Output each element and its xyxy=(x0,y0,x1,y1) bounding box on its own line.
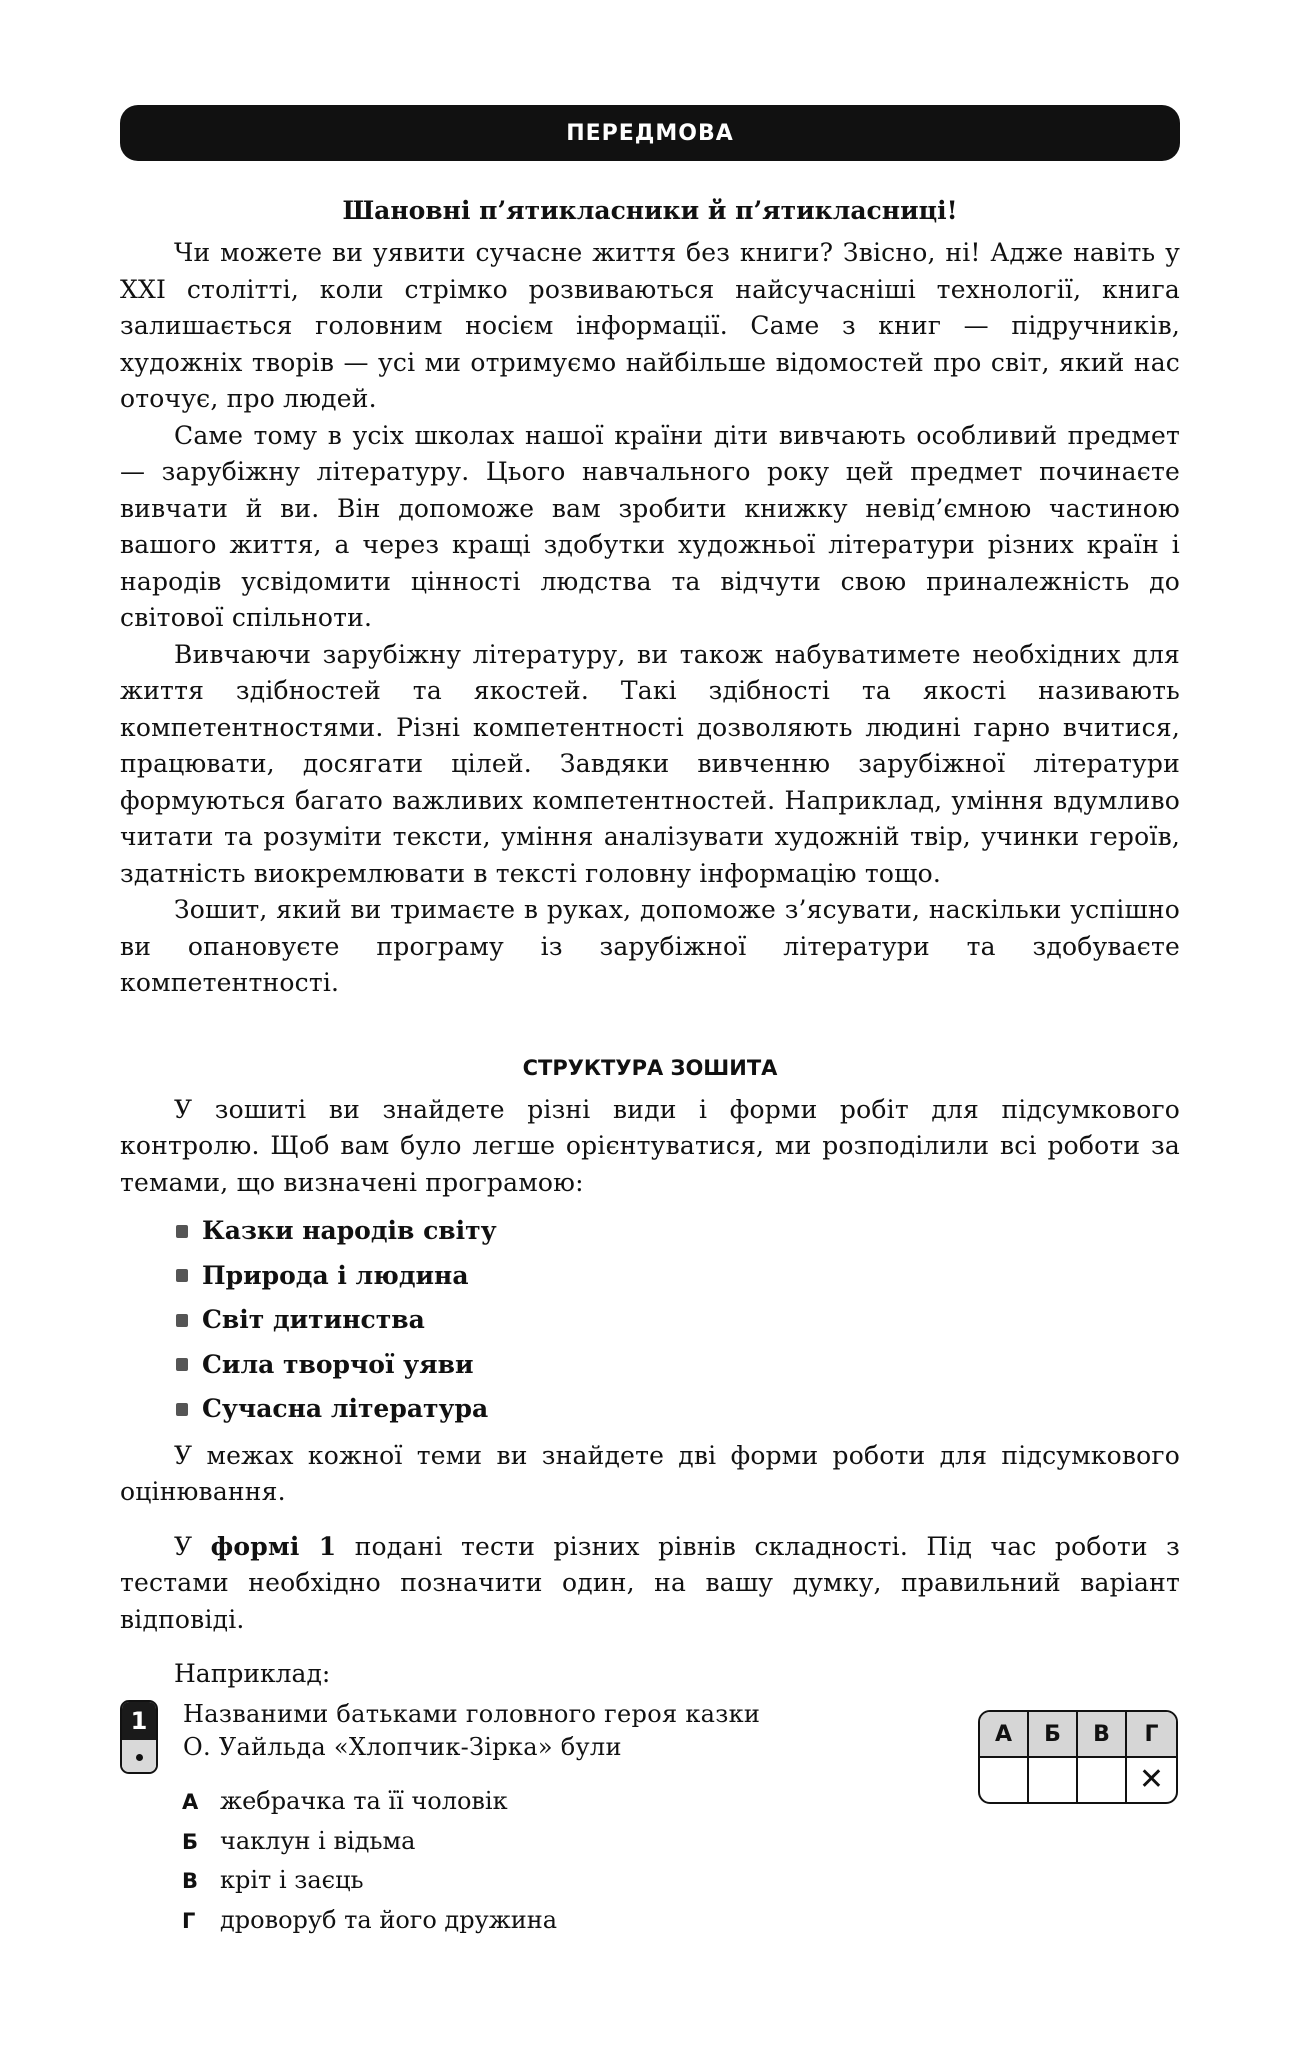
form1-bold-label: формі 1 xyxy=(210,1531,337,1561)
answer-text: жебрачка та її чоловік xyxy=(220,1787,508,1815)
grid-cell-g-cross-icon[interactable]: ✕ xyxy=(1138,1762,1165,1797)
answer-letter: Г xyxy=(182,1908,196,1933)
difficulty-indicator xyxy=(122,1740,156,1774)
answer-letter: Б xyxy=(182,1829,199,1854)
form1-rest: подані тести різних рівнів складності. Під час роботи з тестами необхідно позначити один, на вашу думку, правильний варіант відповіді. xyxy=(120,1531,1180,1634)
task-question xyxy=(183,1698,760,1764)
answer-option-v xyxy=(182,1861,557,1901)
grid-header-g: Г xyxy=(1127,1712,1176,1758)
form1-prefix: У xyxy=(174,1531,211,1561)
theme-label: Казки народів світу xyxy=(202,1216,497,1245)
form1-paragraph xyxy=(120,1529,1180,1639)
intro-paragraph: Вивчаючи зарубіжну літературу, ви також набуватимете необхідних для життя здібностей та якостей. Такі здібності та якості називають компетентностями. Різні компетентності дозволяють людині гарно вчитися, працювати, досягати цілей. Завдяки вивченню зарубіжної літератури формуються багато важливих компетентностей. Наприклад, уміння вдумливо читати та розуміти тексти, уміння аналізувати художній твір, учинки героїв, здатність виокремлювати в тексті головну інформацію тощо. xyxy=(120,639,1180,888)
theme-list-item xyxy=(176,1298,1180,1343)
question-line: Названими батьками головного героя казки xyxy=(183,1700,761,1728)
square-bullet-icon xyxy=(176,1403,188,1416)
intro-paragraph: Саме тому в усіх школах нашої країни діти вивчають особливий предмет — зарубіжну літературу. Цього навчального року цей предмет починаєте вивчати й ви. Він допоможе вам зробити книжку невід’ємною частиною вашого життя, а через кращі здобутки художньої літератури різних країн і народів усвідомити цінності людства та відчути свою приналежність до світової спільноти. xyxy=(120,420,1180,632)
answer-grid xyxy=(978,1710,1178,1804)
grid-header-a: А xyxy=(980,1712,1029,1758)
grid-header-b: Б xyxy=(1029,1712,1078,1758)
forms-paragraph: У межах кожної теми ви знайдете дві форми роботи для підсумкового оцінювання. xyxy=(120,1440,1180,1506)
answer-text: кріт і заєць xyxy=(220,1866,364,1894)
theme-label: Світ дитинства xyxy=(202,1305,425,1334)
answer-option-b xyxy=(182,1822,557,1862)
section-header-bar xyxy=(120,105,1180,161)
answer-options xyxy=(182,1782,557,1940)
document-page xyxy=(120,105,1180,1934)
example-task xyxy=(120,1698,1180,1934)
theme-label: Природа і людина xyxy=(202,1260,469,1290)
theme-list-item xyxy=(176,1387,1180,1432)
square-bullet-icon xyxy=(176,1269,188,1282)
grid-header-v: В xyxy=(1078,1712,1127,1758)
answer-text: дроворуб та його дружина xyxy=(220,1905,558,1934)
structure-section-title: СТРУКТУРА ЗОШИТА xyxy=(522,1055,778,1080)
example-label: Наприклад: xyxy=(174,1659,331,1688)
answer-option-g xyxy=(182,1901,557,1941)
answer-option-a xyxy=(182,1782,557,1822)
greeting-heading: Шановні п’ятикласники й п’ятикласниці! xyxy=(342,196,958,225)
theme-list-item xyxy=(176,1254,1180,1299)
theme-list-item xyxy=(176,1343,1180,1388)
answer-letter: В xyxy=(182,1869,199,1893)
theme-list-item xyxy=(176,1209,1180,1254)
answer-text: чаклун і відьма xyxy=(220,1826,416,1855)
answer-letter: А xyxy=(182,1790,199,1814)
theme-label: Сучасна література xyxy=(202,1394,489,1423)
task-number-badge xyxy=(120,1700,158,1774)
spacer xyxy=(120,1511,1180,1529)
square-bullet-icon xyxy=(176,1314,188,1327)
intro-paragraph: Зошит, який ви тримаєте в руках, допоможе з’ясувати, наскільки успішно ви опановуєте програму із зарубіжної літератури та здобуваєте компетентності. xyxy=(120,895,1180,997)
square-bullet-icon xyxy=(176,1358,188,1371)
grid-cell-a[interactable] xyxy=(980,1758,1029,1802)
difficulty-dot-icon xyxy=(136,1754,143,1761)
square-bullet-icon xyxy=(176,1225,188,1238)
themes-list xyxy=(120,1209,1180,1432)
task-number: 1 xyxy=(122,1702,156,1740)
grid-cell-b[interactable] xyxy=(1029,1758,1078,1802)
question-line: О. Уайльда «Хлопчик-Зірка» були xyxy=(183,1733,622,1761)
theme-label: Сила творчої уяви xyxy=(202,1349,474,1379)
intro-paragraph: Чи можете ви уявити сучасне життя без книги? Звісно, ні! Адже навіть у XXI столітті, коли стрімко розвиваються найсучасніші технології, книга залишається головним носієм інформації. Саме з книг — підручників, художніх творів — усі ми отримуємо найбільше відомостей про світ, який нас оточує, про людей. xyxy=(120,238,1180,413)
grid-cell-v[interactable] xyxy=(1078,1758,1127,1802)
structure-intro-paragraph: У зошиті ви знайдете різні види і форми робіт для підсумкового контролю. Щоб вам було легше орієнтуватися, ми розподілили всі роботи за темами, що визначені програмою: xyxy=(120,1094,1180,1197)
page-title: ПЕРЕДМОВА xyxy=(566,120,734,146)
